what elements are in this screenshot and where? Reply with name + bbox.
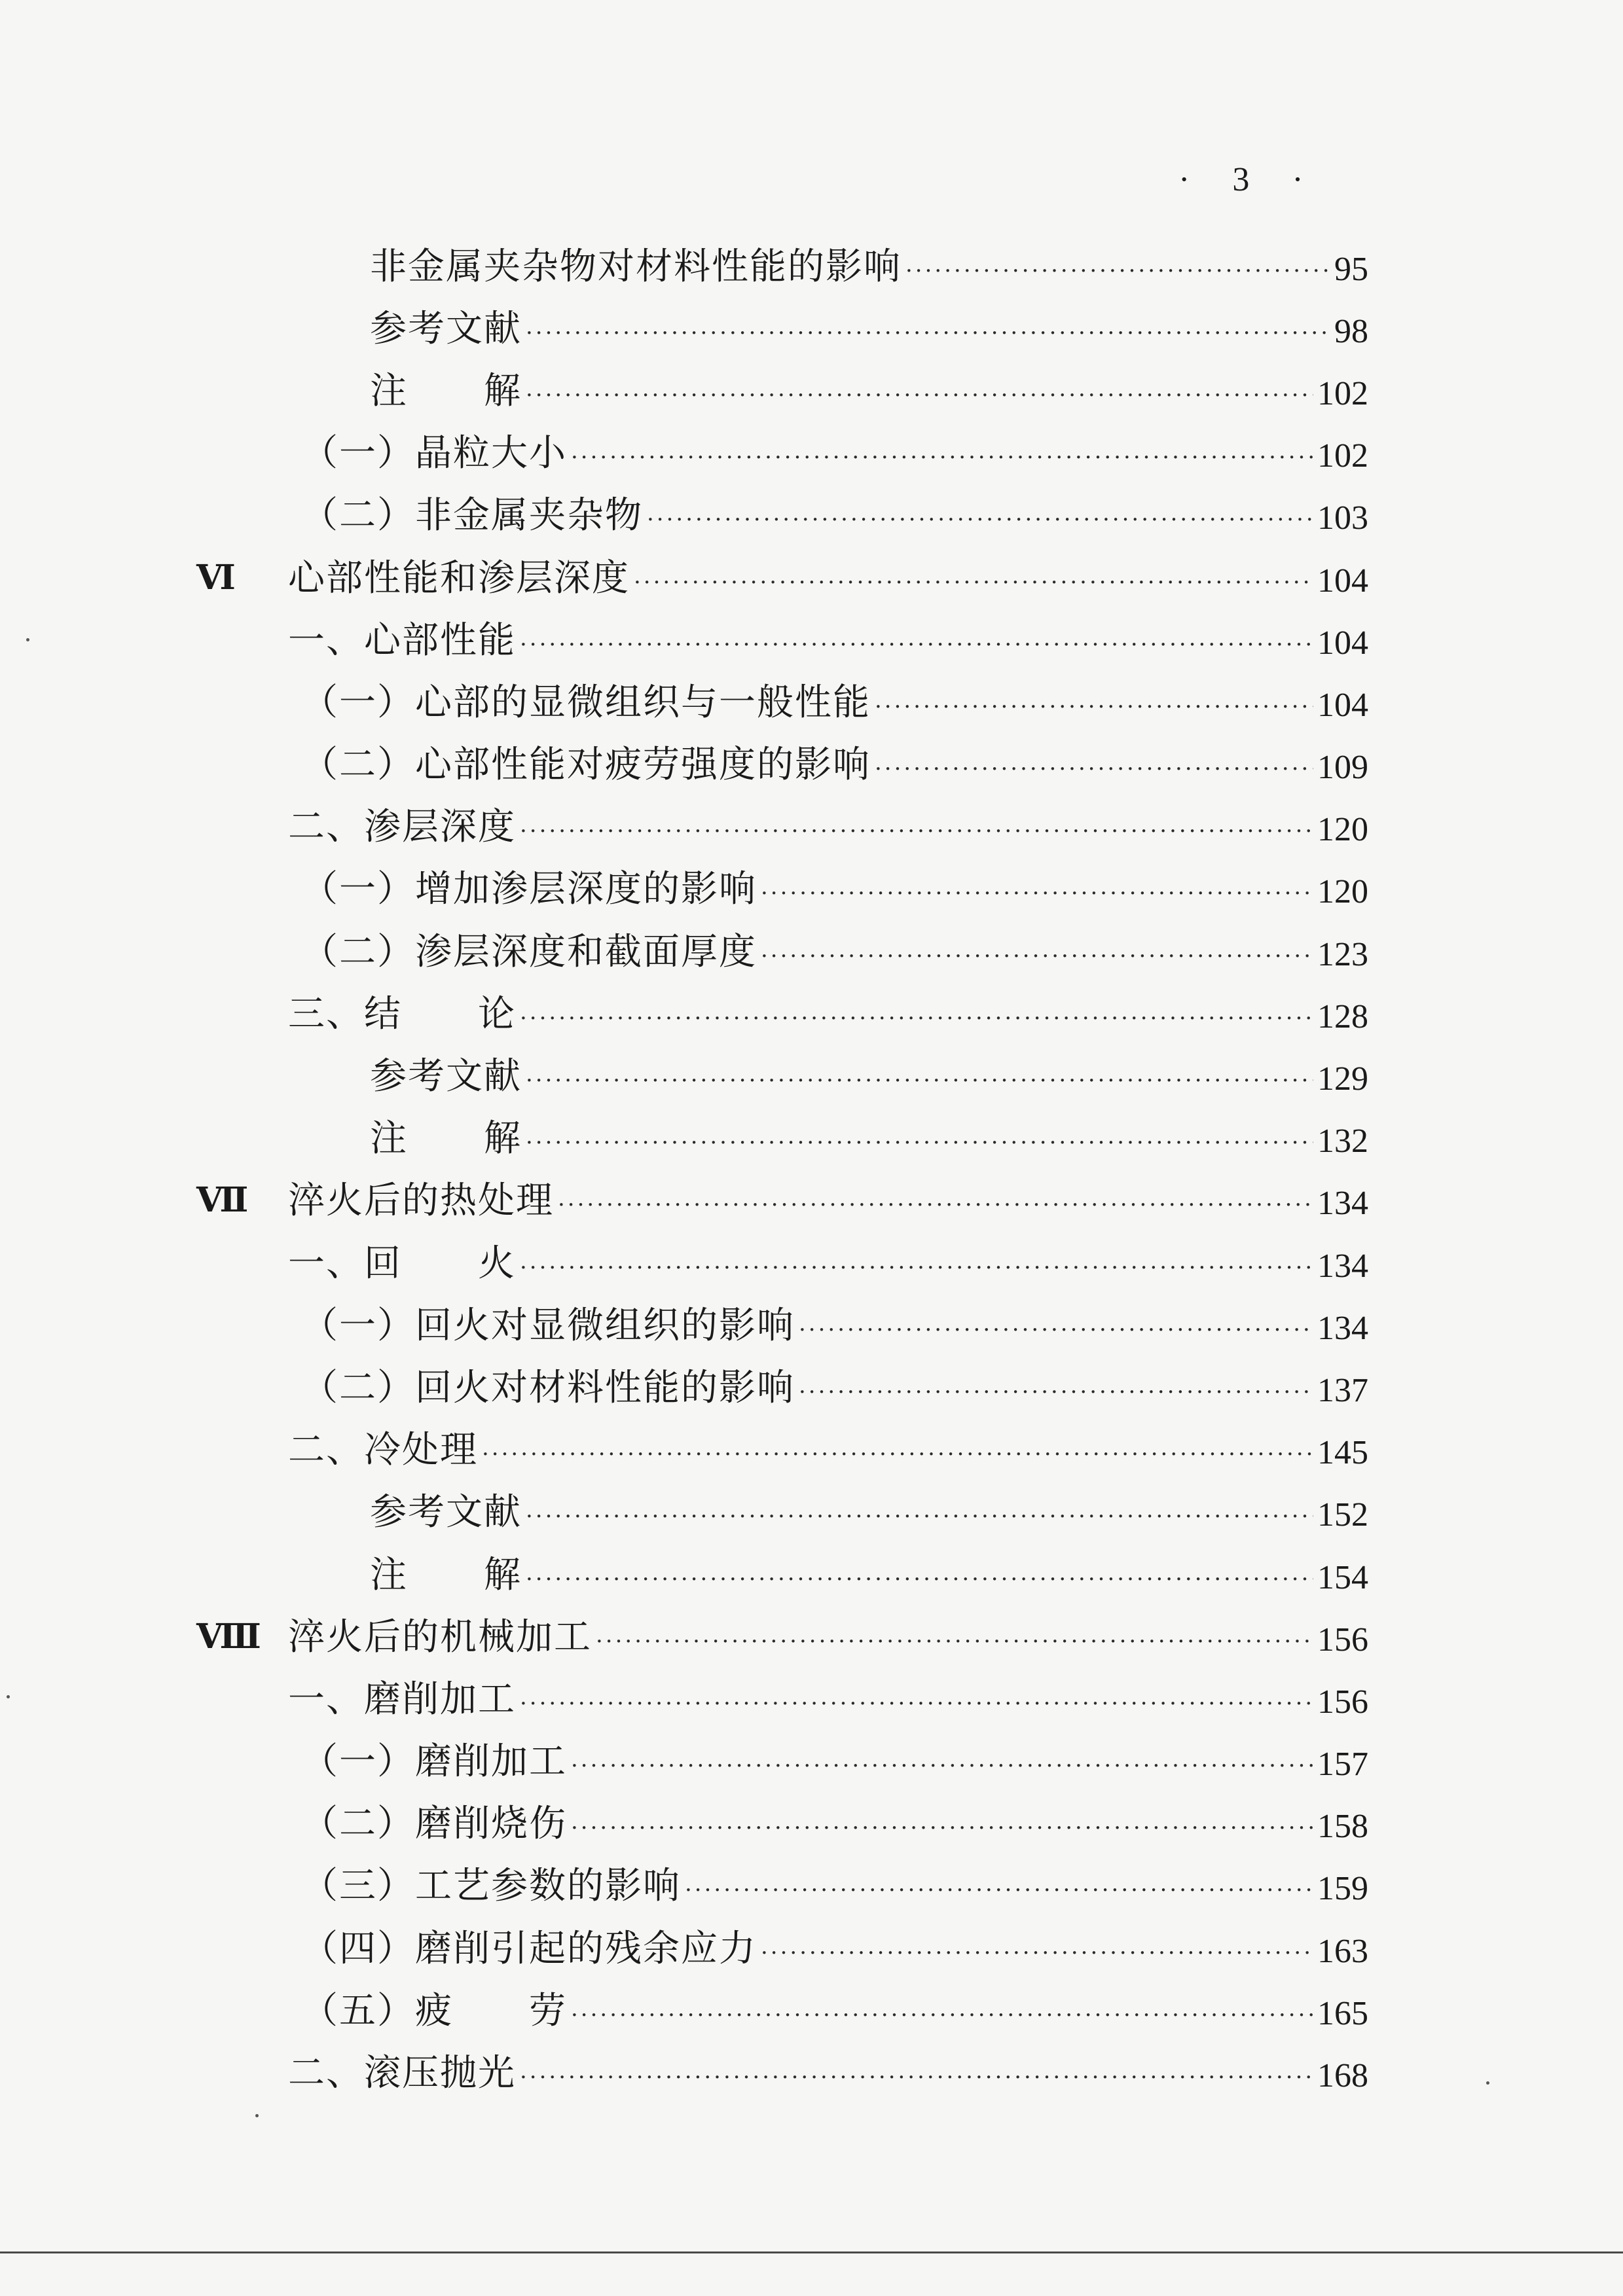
dot-leader <box>526 376 1313 406</box>
entry-page-number: 129 <box>1317 1060 1368 1098</box>
toc-entry <box>196 609 1368 672</box>
toc-entry <box>196 1357 1368 1419</box>
entry-page-number: 168 <box>1317 2057 1368 2095</box>
toc-entry <box>196 1731 1368 1793</box>
toc-entry <box>196 1420 1368 1482</box>
entry-title: （三）工艺参数的影响 <box>301 1865 681 1908</box>
table-of-contents <box>196 236 1368 2105</box>
toc-entry-line <box>288 1615 1368 1659</box>
toc-entry <box>196 547 1368 609</box>
toc-entry <box>196 921 1368 983</box>
toc-entry <box>196 1918 1368 1980</box>
dot-leader <box>520 999 1313 1030</box>
entry-page-number: 102 <box>1317 374 1368 412</box>
dot-leader <box>596 1623 1313 1653</box>
toc-entry-line <box>288 2054 1368 2093</box>
entry-page-number: 132 <box>1317 1122 1368 1160</box>
dot-leader <box>526 1498 1313 1528</box>
dot-leader <box>558 1186 1313 1216</box>
entry-page-number: 120 <box>1317 811 1368 849</box>
toc-entry-line <box>370 1119 1368 1158</box>
toc-entry <box>196 1108 1368 1170</box>
toc-entry <box>196 1045 1368 1107</box>
toc-entry <box>196 1170 1368 1232</box>
entry-page-number: 104 <box>1317 686 1368 724</box>
toc-entry <box>196 734 1368 797</box>
toc-entry <box>196 1793 1368 1856</box>
toc-entry <box>196 298 1368 360</box>
dot-leader <box>761 874 1313 905</box>
entry-title: （一）回火对显微组织的影响 <box>301 1304 795 1347</box>
entry-title: （二）磨削烧伤 <box>301 1803 567 1846</box>
toc-entry-line <box>288 808 1368 847</box>
toc-entry-line <box>288 992 1368 1035</box>
entry-page-number: 102 <box>1317 437 1368 475</box>
entry-page-number: 103 <box>1317 499 1368 537</box>
entry-page-number: 134 <box>1317 1309 1368 1347</box>
toc-entry <box>196 859 1368 921</box>
entry-page-number: 165 <box>1317 1994 1368 2032</box>
toc-entry-line <box>301 434 1368 473</box>
dot-leader <box>520 1249 1313 1279</box>
entry-title: 心部性能和渗层深度 <box>288 556 630 600</box>
entry-page-number: 145 <box>1317 1434 1368 1472</box>
entry-page-number: 104 <box>1317 562 1368 600</box>
toc-entry <box>196 1544 1368 1606</box>
entry-title: （一）增加渗层深度的影响 <box>301 868 757 911</box>
toc-entry <box>196 1980 1368 2042</box>
entry-page-number: 104 <box>1317 624 1368 662</box>
entry-title: 二、冷处理 <box>288 1429 478 1472</box>
dot-leader <box>520 2058 1313 2089</box>
toc-entry-line <box>301 1929 1368 1969</box>
entry-page-number: 152 <box>1317 1496 1368 1534</box>
chapter-number: Ⅶ <box>196 1182 246 1220</box>
entry-title: 参考文献 <box>370 1055 522 1098</box>
entry-title: 注 解 <box>370 1553 522 1596</box>
entry-title: 非金属夹杂物对材料性能的影响 <box>370 245 902 288</box>
toc-entry-line <box>301 1742 1368 1782</box>
entry-page-number: 163 <box>1317 1932 1368 1970</box>
dot-leader <box>799 1311 1313 1341</box>
entry-page-number: 128 <box>1317 997 1368 1035</box>
toc-entry <box>196 1482 1368 1544</box>
toc-entry <box>196 2042 1368 2104</box>
toc-entry-line <box>301 1306 1368 1346</box>
entry-page-number: 120 <box>1317 873 1368 911</box>
entry-title: （一）晶粒大小 <box>301 432 567 475</box>
toc-entry <box>196 1668 1368 1731</box>
entry-page-number: 154 <box>1317 1558 1368 1596</box>
toc-entry-line <box>370 247 1368 287</box>
entry-title: 一、磨削加工 <box>288 1677 516 1721</box>
entry-title: （二）心部性能对疲劳强度的影响 <box>301 744 871 787</box>
toc-entry-line <box>370 1493 1368 1532</box>
dot-leader <box>526 1062 1313 1092</box>
chapter-number: Ⅷ <box>196 1618 259 1656</box>
toc-entry-line <box>301 745 1368 785</box>
toc-entry-line <box>288 556 1368 600</box>
dot-leader <box>482 1435 1313 1465</box>
toc-entry-line <box>301 683 1368 723</box>
entry-title: 一、心部性能 <box>288 619 516 662</box>
entry-page-number: 134 <box>1317 1185 1368 1223</box>
toc-entry <box>196 1295 1368 1357</box>
entry-page-number: 159 <box>1317 1870 1368 1908</box>
toc-entry-line <box>370 307 1368 350</box>
dot-leader <box>647 501 1313 531</box>
entry-title: 二、渗层深度 <box>288 806 516 849</box>
entry-page-number: 158 <box>1317 1808 1368 1846</box>
entry-page-number: 137 <box>1317 1371 1368 1409</box>
toc-entry <box>196 797 1368 859</box>
entry-title: （二）回火对材料性能的影响 <box>301 1366 795 1409</box>
toc-entry-line <box>301 496 1368 535</box>
toc-entry <box>196 360 1368 422</box>
toc-entry-line <box>301 930 1368 973</box>
entry-title: 一、回 火 <box>288 1242 516 1285</box>
dot-leader <box>526 1560 1313 1590</box>
dot-leader <box>520 1685 1313 1715</box>
entry-page-number: 123 <box>1317 935 1368 973</box>
chapter-number: Ⅵ <box>196 559 233 597</box>
entry-page-number: 95 <box>1334 250 1368 288</box>
scan-speck <box>7 1695 10 1698</box>
dot-leader <box>905 252 1330 282</box>
dot-leader <box>571 1809 1313 1839</box>
entry-title: 淬火后的机械加工 <box>288 1615 592 1659</box>
toc-entry <box>196 236 1368 298</box>
toc-entry-line <box>288 1677 1368 1721</box>
toc-entry <box>196 1232 1368 1295</box>
dot-leader <box>761 1934 1313 1964</box>
entry-title: 淬火后的热处理 <box>288 1179 554 1223</box>
scan-speck <box>26 638 29 641</box>
scan-speck <box>1486 2081 1489 2085</box>
toc-entry <box>196 423 1368 485</box>
toc-entry <box>196 1606 1368 1668</box>
dot-leader <box>571 1747 1313 1777</box>
entry-page-number: 156 <box>1317 1683 1368 1721</box>
toc-entry-line <box>301 1366 1368 1409</box>
toc-entry <box>196 983 1368 1045</box>
entry-title: （二）非金属夹杂物 <box>301 494 643 537</box>
bottom-rule <box>0 2251 1623 2253</box>
entry-page-number: 109 <box>1317 749 1368 787</box>
dot-leader <box>875 750 1313 780</box>
toc-entry-line <box>370 1057 1368 1096</box>
entry-title: （四）磨削引起的残余应力 <box>301 1927 757 1970</box>
toc-entry-line <box>370 1553 1368 1596</box>
dot-leader <box>875 688 1313 718</box>
entry-title: 参考文献 <box>370 307 522 350</box>
toc-entry-line <box>370 369 1368 412</box>
dot-leader <box>799 1373 1313 1403</box>
entry-title: 参考文献 <box>370 1491 522 1534</box>
entry-title: 三、结 论 <box>288 992 516 1035</box>
dot-leader <box>526 1124 1313 1154</box>
toc-entry-line <box>301 1867 1368 1906</box>
toc-entry-line <box>301 1989 1368 2032</box>
dot-leader <box>520 626 1313 656</box>
toc-entry-line <box>288 1244 1368 1283</box>
toc-entry <box>196 1856 1368 1918</box>
dot-leader <box>634 564 1313 594</box>
dot-leader <box>761 937 1313 967</box>
dot-leader <box>571 1996 1313 2026</box>
dot-leader <box>571 439 1313 469</box>
toc-entry <box>196 485 1368 547</box>
toc-entry-line <box>301 1804 1368 1844</box>
entry-title: （二）渗层深度和截面厚度 <box>301 930 757 973</box>
entry-title: 二、滚压抛光 <box>288 2052 516 2095</box>
toc-entry-line <box>288 621 1368 660</box>
dot-leader <box>520 812 1313 842</box>
entry-title: （一）磨削加工 <box>301 1740 567 1784</box>
toc-entry <box>196 672 1368 734</box>
page-number: · 3 · <box>1178 161 1321 198</box>
toc-entry-line <box>288 1431 1368 1470</box>
entry-page-number: 156 <box>1317 1621 1368 1659</box>
scan-speck <box>255 2114 259 2117</box>
entry-title: （五）疲 劳 <box>301 1989 567 2032</box>
entry-title: 注 解 <box>370 369 522 412</box>
dot-leader <box>685 1871 1313 1901</box>
entry-page-number: 98 <box>1334 312 1368 350</box>
entry-title: （一）心部的显微组织与一般性能 <box>301 681 871 724</box>
dot-leader <box>526 314 1330 344</box>
entry-page-number: 134 <box>1317 1247 1368 1285</box>
toc-entry-line <box>288 1181 1368 1221</box>
entry-title: 注 解 <box>370 1117 522 1160</box>
toc-entry-line <box>301 870 1368 909</box>
entry-page-number: 157 <box>1317 1746 1368 1784</box>
